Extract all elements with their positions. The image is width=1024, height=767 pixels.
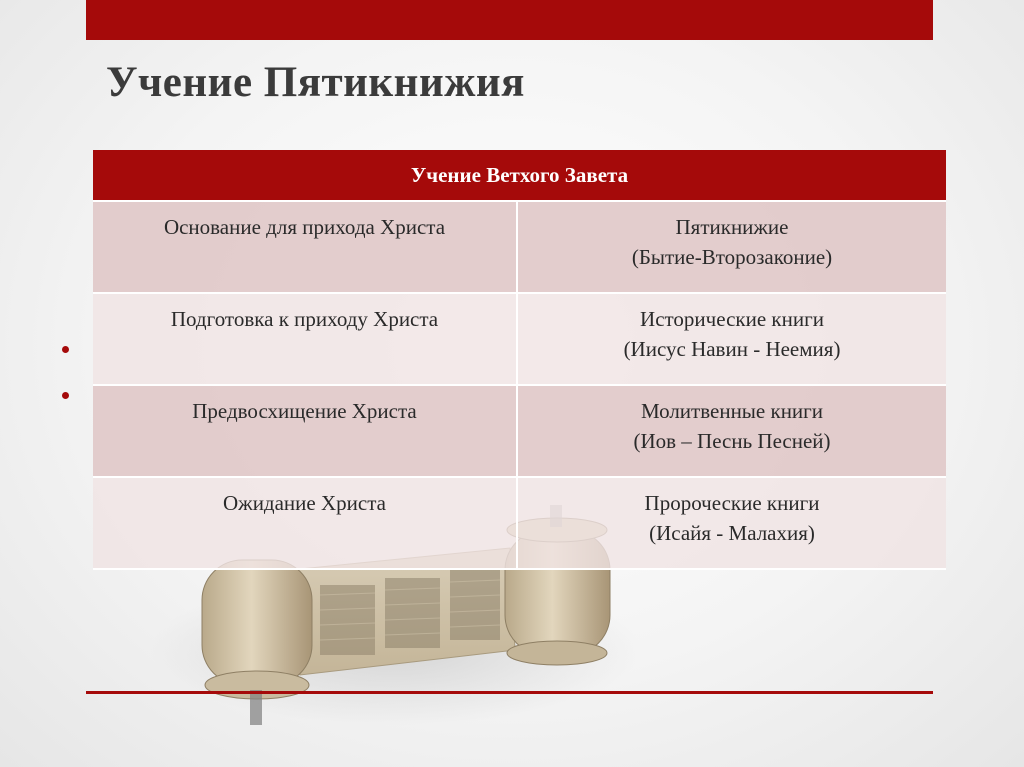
books-range: (Исайя - Малахия) — [649, 521, 815, 545]
bullet-marker — [62, 346, 69, 353]
table-row — [93, 293, 946, 385]
books-range: (Иов – Песнь Песней) — [633, 429, 831, 453]
table-cell-books — [517, 385, 946, 477]
table-cell-books — [517, 201, 946, 293]
table-row — [93, 201, 946, 293]
table-cell-purpose: Ожидание Христа — [93, 477, 517, 569]
table-cell-books — [517, 293, 946, 385]
bottom-accent-line — [86, 691, 933, 694]
table-cell-books — [517, 477, 946, 569]
old-testament-table — [93, 150, 946, 570]
table-cell-purpose: Основание для прихода Христа — [93, 201, 517, 293]
books-range: (Иисус Навин - Неемия) — [623, 337, 841, 361]
books-group-name: Пророческие книги — [644, 491, 820, 515]
table-cell-purpose: Подготовка к приходу Христа — [93, 293, 517, 385]
books-range: (Бытие-Второзаконие) — [631, 245, 833, 269]
table-cell-purpose: Предвосхищение Христа — [93, 385, 517, 477]
bullet-marker — [62, 392, 69, 399]
slide-title: Учение Пятикнижия — [106, 59, 525, 106]
top-accent-bar — [86, 0, 933, 40]
table-row — [93, 385, 946, 477]
table-header: Учение Ветхого Завета — [93, 150, 946, 201]
books-group-name: Пятикнижие — [675, 215, 789, 239]
books-group-name: Исторические книги — [640, 307, 824, 331]
books-group-name: Молитвенные книги — [640, 399, 824, 423]
table-row — [93, 477, 946, 569]
table-header-row — [93, 150, 946, 201]
